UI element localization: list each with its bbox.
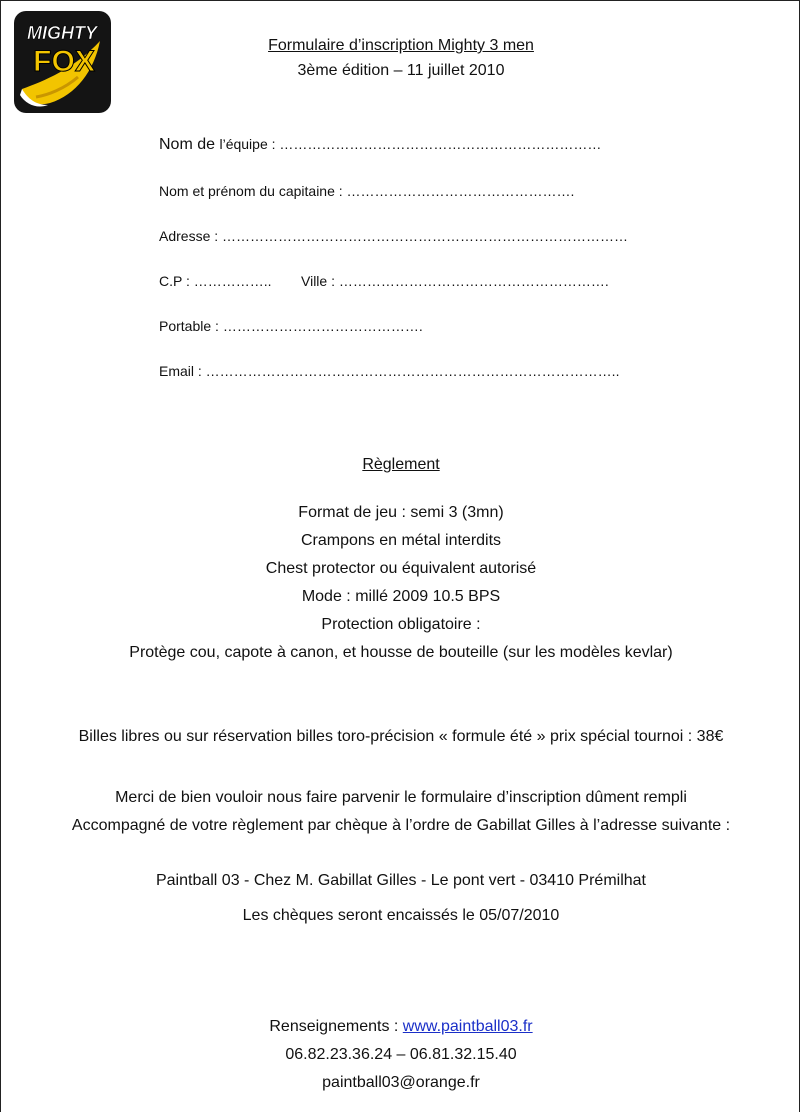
team-name-label: Nom de xyxy=(159,136,220,153)
rule-line: Mode : millé 2009 10.5 BPS xyxy=(301,588,501,605)
rules-heading: Règlement xyxy=(362,456,440,473)
captain-name-field[interactable]: Nom et prénom du capitaine : …………………………………………. xyxy=(159,183,575,199)
info-line xyxy=(1,1018,800,1036)
team-name-field[interactable] xyxy=(159,136,601,154)
team-name-blank: l’équipe : …………………………………………………………… xyxy=(219,136,602,152)
instructions-line-2: Accompagné de votre règlement par chèque à l’ordre de Gabillat Gilles à l’adresse suivante : xyxy=(71,817,731,834)
address-field[interactable]: Adresse : …………………………………………………………………………… xyxy=(159,228,629,244)
rule-line: Protection obligatoire : xyxy=(321,616,481,633)
form-title: Formulaire d’inscription Mighty 3 men xyxy=(268,37,534,54)
postal-code-field[interactable]: C.P : …………….. xyxy=(159,273,272,289)
form-subtitle: 3ème édition – 11 juillet 2010 xyxy=(297,62,505,79)
mobile-field[interactable]: Portable : ……………………………………. xyxy=(159,318,423,334)
rule-line: Chest protector ou équivalent autorisé xyxy=(265,560,537,577)
logo-text-fox: FOX xyxy=(33,45,95,78)
instructions-line-1: Merci de bien vouloir nous faire parvenir le formulaire d’inscription dûment rempli xyxy=(115,789,687,806)
email-field[interactable]: Email : …………………………………………………………………………….. xyxy=(159,363,620,379)
phone-numbers: 06.82.23.36.24 – 06.81.32.15.40 xyxy=(285,1046,517,1063)
rule-line: Format de jeu : semi 3 (3mn) xyxy=(298,504,504,521)
city-field[interactable]: Ville : …………………………………………………. xyxy=(301,273,609,289)
contact-email[interactable]: paintball03@orange.fr xyxy=(322,1074,480,1091)
rule-line: Protège cou, capote à canon, et housse de bouteille (sur les modèles kevlar) xyxy=(129,644,673,661)
cheque-note: Les chèques seront encaissés le 05/07/2010 xyxy=(242,907,560,924)
postal-address: Paintball 03 - Chez M. Gabillat Gilles - Le pont vert - 03410 Prémilhat xyxy=(155,872,646,889)
logo-text-mighty: MIGHTY xyxy=(27,23,97,43)
rule-line: Crampons en métal interdits xyxy=(300,532,502,549)
info-label: Renseignements : xyxy=(269,1018,403,1035)
paint-offer-text: Billes libres ou sur réservation billes toro-précision « formule été » prix spécial tournoi : 38€ xyxy=(78,728,724,745)
website-link[interactable]: www.paintball03.fr xyxy=(402,1018,533,1035)
